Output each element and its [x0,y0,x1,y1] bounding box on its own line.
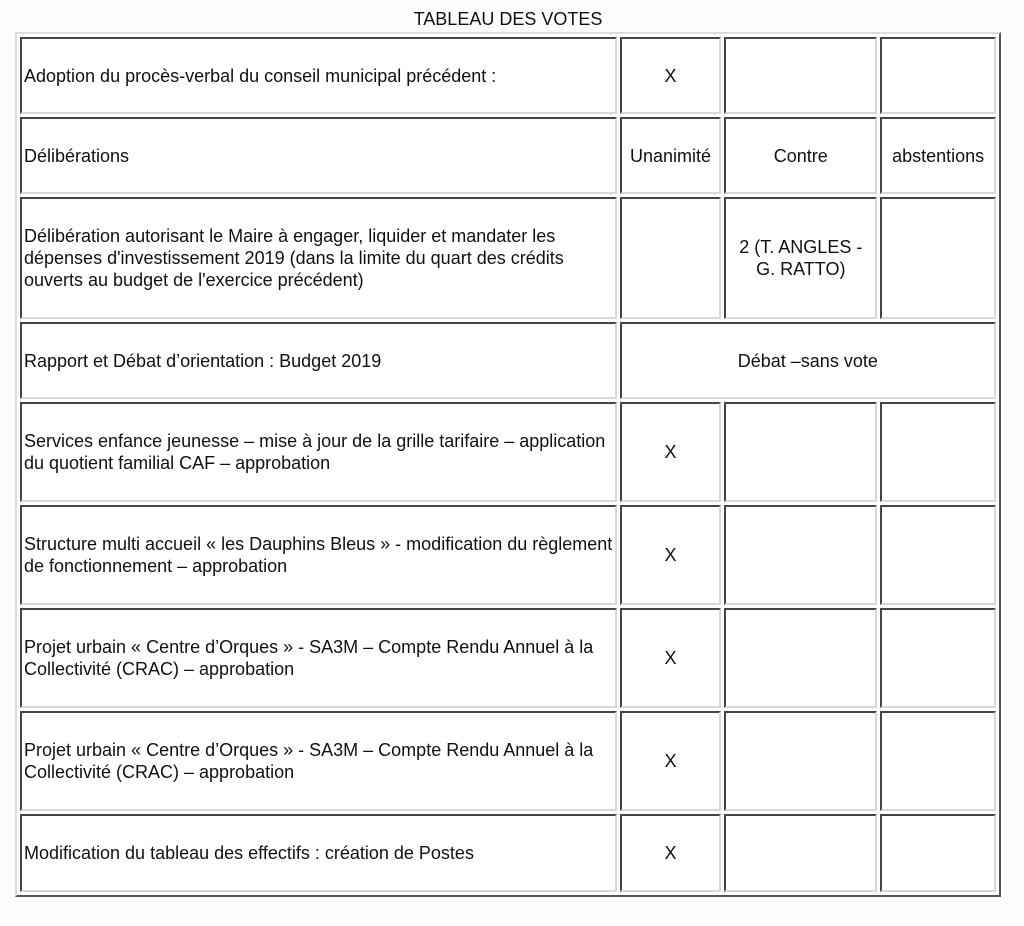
unanimite-cell [620,197,722,319]
unanimite-cell: X [620,608,722,708]
abstentions-cell [880,505,996,605]
abstentions-cell [880,37,996,114]
debat-sans-vote-cell: Débat –sans vote [620,322,996,399]
unanimite-cell: X [620,402,722,502]
contre-cell [724,608,877,708]
unanimite-cell: X [620,711,722,811]
abstentions-cell [880,402,996,502]
abstentions-cell [880,814,996,892]
row-label: Structure multi accueil « les Dauphins Bleus » - modification du règlement de fonctionnement – approbation [20,505,617,605]
row-label: Rapport et Débat d’orientation : Budget 2019 [20,322,617,399]
header-deliberations: Délibérations [20,117,617,194]
contre-cell [724,814,877,892]
row-label: Adoption du procès-verbal du conseil municipal précédent : [20,37,617,114]
table-row [20,711,996,811]
table-row [20,322,996,399]
votes-table [15,32,1001,897]
table-row-adoption [20,37,996,114]
abstentions-cell [880,197,996,319]
abstentions-cell [880,608,996,708]
unanimite-cell: X [620,814,722,892]
row-label: Délibération autorisant le Maire à engager, liquider et mandater les dépenses d'investissement 2019 (dans la limite du quart des crédits ouverts au budget de l'exercice précédent) [20,197,617,319]
header-abstentions: abstentions [880,117,996,194]
table-row [20,505,996,605]
table-header-row [20,117,996,194]
row-label: Projet urbain « Centre d’Orques » - SA3M – Compte Rendu Annuel à la Collectivité (CRAC) – approbation [20,608,617,708]
contre-cell: 2 (T. ANGLES - G. RATTO) [724,197,877,319]
row-label: Projet urbain « Centre d’Orques » - SA3M – Compte Rendu Annuel à la Collectivité (CRAC) – approbation [20,711,617,811]
table-row [20,402,996,502]
abstentions-cell [880,711,996,811]
contre-cell [724,37,877,114]
table-row [20,608,996,708]
header-contre: Contre [724,117,877,194]
row-label: Modification du tableau des effectifs : création de Postes [20,814,617,892]
page-title: TABLEAU DES VOTES [413,9,603,29]
row-label: Services enfance jeunesse – mise à jour de la grille tarifaire – application du quotient familial CAF – approbation [20,402,617,502]
contre-cell [724,505,877,605]
unanimite-cell: X [620,37,722,114]
table-row [20,814,996,892]
contre-cell [724,402,877,502]
header-unanimite: Unanimité [620,117,722,194]
table-row [20,197,996,319]
unanimite-cell: X [620,505,722,605]
contre-cell [724,711,877,811]
